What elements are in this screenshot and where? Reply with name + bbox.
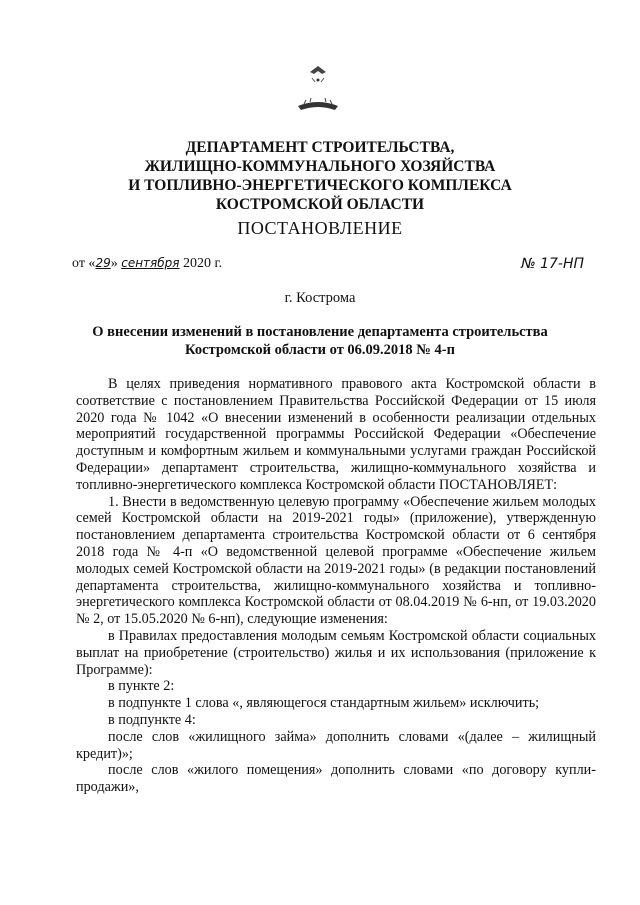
date-day: 29	[95, 256, 111, 270]
document-number: № 17-НП	[521, 256, 584, 272]
document-body	[76, 376, 596, 796]
date-suffix: 2020 г.	[179, 256, 223, 271]
title-line: О внесении изменений в постановление департамента строительства	[92, 324, 548, 340]
document-title	[70, 323, 570, 359]
paragraph: в подпункте 4:	[108, 711, 196, 728]
department-header	[60, 138, 580, 214]
document-type: ПОСТАНОВЛЕНИЕ	[237, 218, 403, 238]
header-line: ДЕПАРТАМЕНТ СТРОИТЕЛЬСТВА,	[185, 139, 455, 156]
document-date	[72, 256, 222, 272]
paragraph: в Правилах предоставления молодым семьям Костромской области социальных выплат на приобретение (строительство) жилья и их использования (приложение к Программе):	[76, 627, 596, 678]
paragraph: в пункте 2:	[108, 678, 175, 695]
date-prefix: от «	[72, 256, 96, 271]
paragraph: 1. Внести в ведомственную целевую программу «Обеспечение жильем молодых семей Костромской области на 2019-2021 годы» (приложение), утвержденную постановлением департамента строительства Костромской области от 6 сентября 2018 года № 4-п «О ведомственной целевой программе «Обеспечение жильем молодых семей Костромской области на 2019-2021 годы» (в редакции постановлений департамента строительства, жилищно-коммунального хозяйства и топливно-энергетического комплекса Костромской области от 08.04.2019 № 6-нп, от 19.03.2020 № 2, от 15.05.2020 № 6-нп), следующие изменения:	[76, 493, 596, 628]
paragraph: после слов «жилого помещения» дополнить словами «по договору купли-продажи»,	[76, 762, 596, 796]
paragraph: после слов «жилищного займа» дополнить словами «(далее – жилищный кредит)»;	[76, 728, 596, 762]
date-month: сентября	[121, 256, 180, 270]
title-line: Костромской области от 06.09.2018 № 4-п	[185, 342, 455, 358]
coat-of-arms-icon	[288, 62, 348, 118]
header-line: ЖИЛИЩНО-КОММУНАЛЬНОГО ХОЗЯЙСТВА	[144, 158, 496, 175]
header-line: КОСТРОМСКОЙ ОБЛАСТИ	[215, 196, 425, 213]
document-city: г. Кострома	[284, 290, 356, 306]
paragraph: в подпункте 1 слова «, являющегося стандартным жильем» исключить;	[108, 695, 540, 712]
header-line: И ТОПЛИВНО-ЭНЕРГЕТИЧЕСКОГО КОМПЛЕКСА	[128, 177, 512, 194]
paragraph: В целях приведения нормативного правового акта Костромской области в соответствие с постановлением Правительства Российской Федерации от 15 июля 2020 года № 1042 «О внесении изменений в особенности реализации отдельных мероприятий государственной программы Российской Федерации «Обеспечение доступным и комфортным жильем и коммунальными услугами граждан Российской Федерации» департамент строительства, жилищно-коммунального хозяйства и топливно-энергетического комплекса Костромской области ПОСТАНОВЛЯЕТ:	[76, 376, 596, 493]
date-mid: »	[110, 256, 122, 271]
